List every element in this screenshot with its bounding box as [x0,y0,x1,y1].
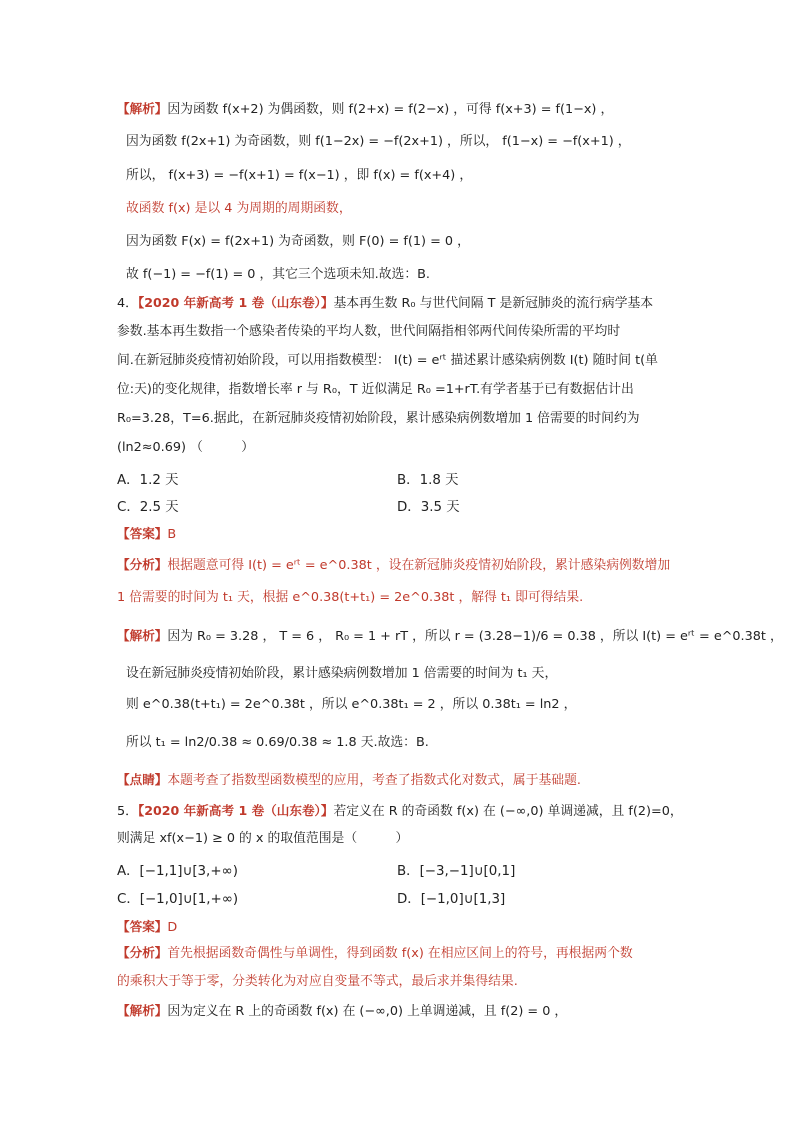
q5-answer-value: D [167,920,178,935]
q5-option-a: A．[−1,1]∪[3,+∞) [117,864,238,879]
q4-solution-line-3: 则 e^0.38(t+t₁) = 2e^0.38t ，所以 e^0.38t₁ = 2 ，所以 0.38t₁ = ln2 ， [126,697,577,712]
q4-answer-value: B [167,527,177,542]
analysis-tag: 【分析】 [117,945,168,960]
q4-stem-line-2: 参数.基本再生数指一个感染者传染的平均人数，世代间隔指相邻两代间传染所需的平均时 [117,324,621,339]
solution-tag: 【解析】 [117,101,168,116]
q5-analysis-line-2: 的乘积大于等于零，分类转化为对应自变量不等式，最后求并集得结果. [117,974,518,989]
answer-tag: 【答案】 [117,919,168,934]
p3-solution-line-6: 故 f(−1) = −f(1) = 0 ，其它三个选项未知.故选：B. [126,267,430,282]
q5-solution-line-1: 【解析】因为定义在 R 上的奇函数 f(x) 在 (−∞,0) 上单调递减，且 f(2) = 0 ， [117,1003,568,1019]
q4-solution-line-2: 设在新冠肺炎疫情初始阶段，累计感染病例数增加 1 倍需要的时间为 t₁ 天， [126,666,558,681]
q5-answer [117,917,177,938]
q4-stem-line-3: 间.在新冠肺炎疫情初始阶段，可以用指数模型： I(t) = eʳᵗ 描述累计感染病例数 I(t) 随时间 t(单 [117,353,658,368]
solution-tag: 【解析】 [117,628,168,643]
q4-stem-line-6: (ln2≈0.69) （ ） [117,440,255,455]
q5-source: 【2020 年新高考 1 卷（山东卷）】 [137,803,334,818]
q4-comment: 【点睛】本题考查了指数型函数模型的应用，考查了指数式化对数式，属于基础题. [117,772,581,788]
solution-tag: 【解析】 [117,1003,168,1018]
q4-stem-line-1: 4．【2020 年新高考 1 卷（山东卷）】基本再生数 R₀ 与世代间隔 T 是新冠肺炎的流行病学基本 [117,295,654,311]
answer-tag: 【答案】 [117,526,168,541]
q4-analysis-line-2: 1 倍需要的时间为 t₁ 天，根据 e^0.38(t+t₁) = 2e^0.38t ，解得 t₁ 即可得结果. [117,590,584,605]
q4-solution-line-1: 【解析】因为 R₀ = 3.28 ， T = 6 ， R₀ = 1 + rT ，所以 r = (3.28−1)/6 = 0.38 ，所以 I(t) = eʳᵗ = e^0.38t ， [117,628,783,644]
q5-option-d: D．[−1,0]∪[1,3] [397,892,506,907]
comment-tag: 【点睛】 [117,772,168,787]
p3-solution-line-1: 【解析】因为函数 f(x+2) 为偶函数，则 f(2+x) = f(2−x) ，可得 f(x+3) = f(1−x) ， [117,101,614,117]
q5-stem-line-1: 5．【2020 年新高考 1 卷（山东卷）】若定义在 R 的奇函数 f(x) 在 (−∞,0) 单调递减，且 f(2)=0， [117,803,683,819]
q4-option-d: D．3.5 天 [397,500,460,515]
q4-number: 4． [117,296,138,311]
analysis-tag: 【分析】 [117,557,168,572]
q4-source: 【2020 年新高考 1 卷（山东卷）】 [137,295,334,310]
q4-stem-line-4: 位:天)的变化规律，指数增长率 r 与 R₀，T 近似满足 R₀ =1+rT.有学者基于已有数据估计出 [117,382,634,397]
q4-answer [117,524,176,545]
p3-solution-line-2: 因为函数 f(2x+1) 为奇函数，则 f(1−2x) = −f(2x+1) ，所以， f(1−x) = −f(x+1) ， [126,134,631,149]
q4-option-c: C．2.5 天 [117,500,179,515]
q5-stem-line-2: 则满足 xf(x−1) ≥ 0 的 x 的取值范围是（ ） [117,831,409,846]
q4-solution-line-4: 所以 t₁ = ln2/0.38 ≈ 0.69/0.38 ≈ 1.8 天.故选：B. [126,735,429,750]
q4-option-a: A．1.2 天 [117,473,179,488]
q5-number: 5． [117,804,138,819]
q4-analysis-line-1: 【分析】根据题意可得 I(t) = eʳᵗ = e^0.38t ，设在新冠肺炎疫情初始阶段，累计感染病例数增加 [117,557,671,573]
p3-solution-line-4: 故函数 f(x) 是以 4 为周期的周期函数， [126,201,352,216]
q4-option-b: B．1.8 天 [397,473,459,488]
q5-option-c: C．[−1,0]∪[1,+∞) [117,892,239,907]
q5-analysis-line-1: 【分析】首先根据函数奇偶性与单调性，得到函数 f(x) 在相应区间上的符号，再根据两个数 [117,945,633,961]
q5-option-b: B．[−3,−1]∪[0,1] [397,864,516,879]
q4-stem-line-5: R₀=3.28，T=6.据此，在新冠肺炎疫情初始阶段，累计感染病例数增加 1 倍需要的时间约为 [117,411,640,426]
p3-solution-line-3: 所以， f(x+3) = −f(x+1) = f(x−1) ，即 f(x) = f(x+4) ， [126,168,473,183]
p3-solution-line-5: 因为函数 F(x) = f(2x+1) 为奇函数，则 F(0) = f(1) = 0 ， [126,234,470,249]
